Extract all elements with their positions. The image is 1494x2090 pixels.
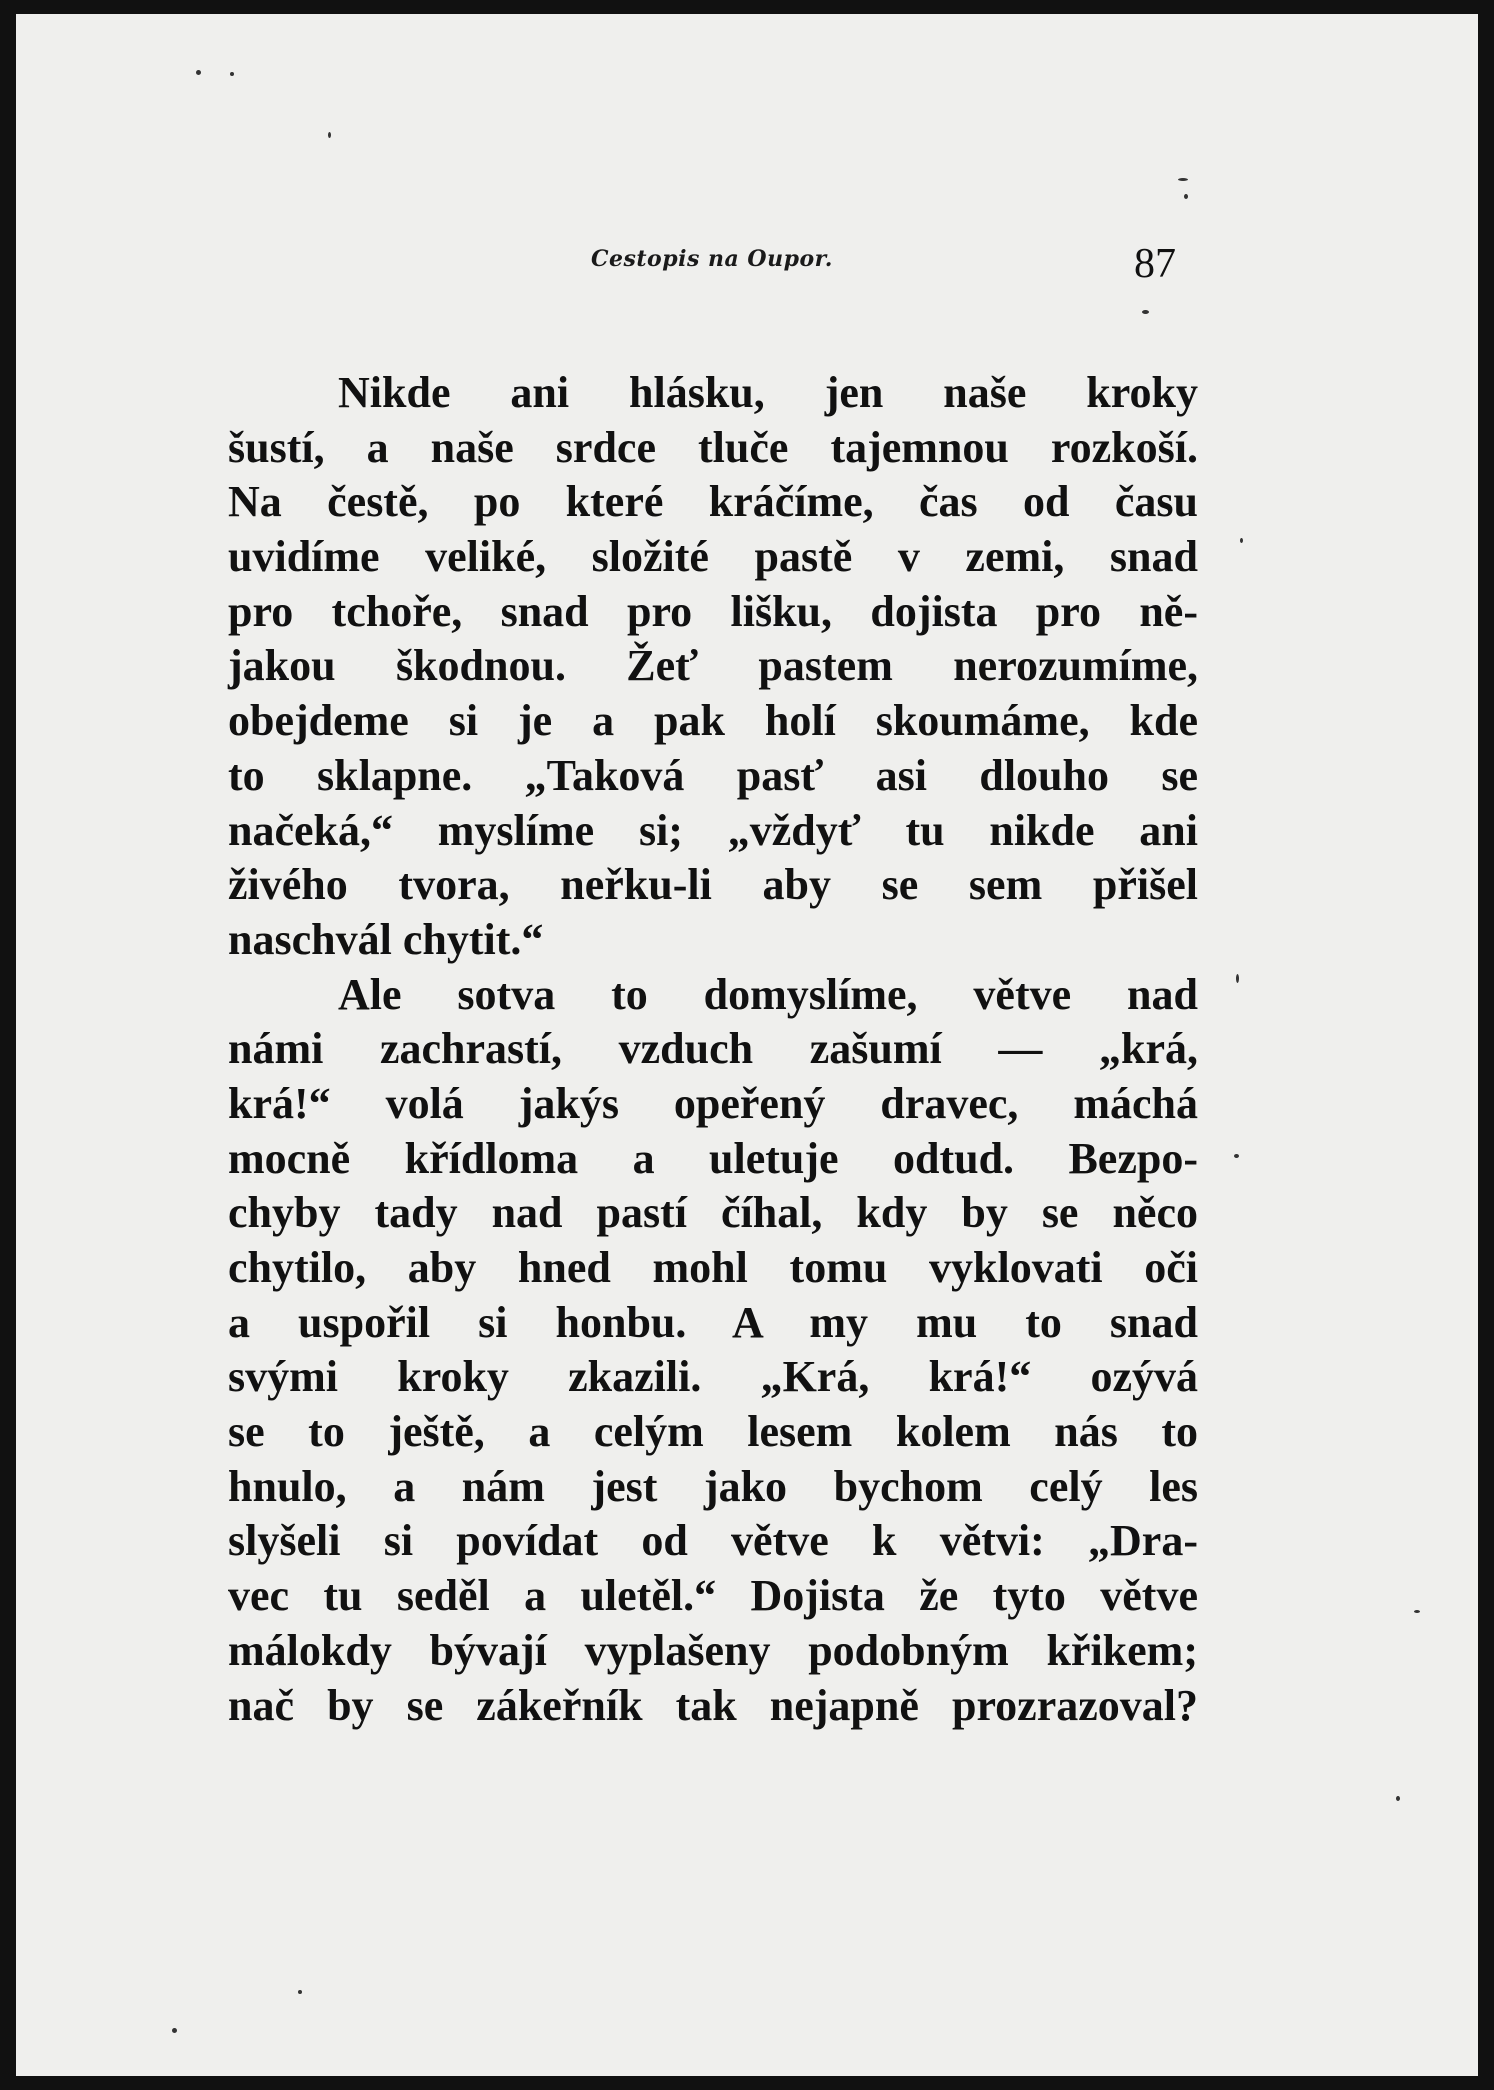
- scan-speck: [1240, 538, 1243, 543]
- text-line: šustí, a naše srdce tluče tajemnou rozkoší.: [228, 422, 1198, 472]
- running-head: Cestopis na Oupor.: [591, 246, 833, 272]
- scan-speck: [298, 1990, 302, 1994]
- text-line: Ale sotva to domyslíme, větve nad: [338, 969, 1198, 1019]
- text-line: mocně křídloma a uletuje odtud. Bezpo-: [228, 1133, 1198, 1183]
- text-line: slyšeli si povídat od větve k větvi: „Dra-: [228, 1516, 1198, 1566]
- text-line: jakou škodnou. Žeť pastem nerozumíme,: [228, 641, 1198, 691]
- scan-speck: [1236, 974, 1239, 983]
- scan-speck: [196, 70, 201, 75]
- scan-speck: [172, 2028, 177, 2033]
- text-line: se to ještě, a celým lesem kolem nás to: [228, 1407, 1198, 1457]
- scan-speck: [1396, 1796, 1400, 1801]
- body-text: [228, 366, 1198, 1733]
- scan-speck: [1184, 194, 1188, 199]
- scan-speck: [1414, 1610, 1420, 1613]
- text-line: chyby tady nad pastí číhal, kdy by se něco: [228, 1188, 1198, 1238]
- page-number: 87: [1134, 241, 1176, 287]
- text-line: a uspořil si honbu. A my mu to snad: [228, 1297, 1198, 1347]
- text-line: svými kroky zkazili. „Krá, krá!“ ozývá: [228, 1352, 1198, 1402]
- text-line: nač by se zákeřník tak nejapně prozrazoval?: [228, 1680, 1198, 1730]
- text-line: načeká,“ myslíme si; „vždyť tu nikde ani: [228, 805, 1198, 855]
- text-line: vec tu seděl a uletěl.“ Dojista že tyto větve: [228, 1571, 1198, 1621]
- text-line: málokdy bývají vyplašeny podobným křikem;: [228, 1625, 1198, 1675]
- scan-speck: [1142, 310, 1149, 314]
- text-line: námi zachrastí, vzduch zašumí — „krá,: [228, 1024, 1198, 1074]
- text-line: Nikde ani hlásku, jen naše kroky: [338, 368, 1198, 417]
- text-line: hnulo, a nám jest jako bychom celý les: [228, 1461, 1198, 1511]
- text-line: krá!“ volá jakýs opeřený dravec, máchá: [228, 1078, 1198, 1128]
- scan-speck: [328, 132, 331, 138]
- text-line: obejdeme si je a pak holí skoumáme, kde: [228, 696, 1198, 746]
- text-line: živého tvora, neřku-li aby se sem přišel: [228, 860, 1198, 910]
- scan-speck: [1234, 1154, 1239, 1158]
- text-line: pro tchoře, snad pro lišku, dojista pro ně-: [228, 586, 1198, 636]
- text-line: to sklapne. „Taková pasť asi dlouho se: [228, 750, 1198, 800]
- text-line: Na čestě, po které kráčíme, čas od času: [228, 477, 1198, 527]
- scan-speck: [1178, 178, 1188, 181]
- text-line: naschvál chytit.“: [228, 914, 544, 964]
- text-line: chytilo, aby hned mohl tomu vyklovati oči: [228, 1243, 1198, 1292]
- scan-speck: [230, 72, 234, 76]
- book-page: [16, 14, 1478, 2076]
- text-line: uvidíme veliké, složité pastě v zemi, snad: [228, 532, 1198, 582]
